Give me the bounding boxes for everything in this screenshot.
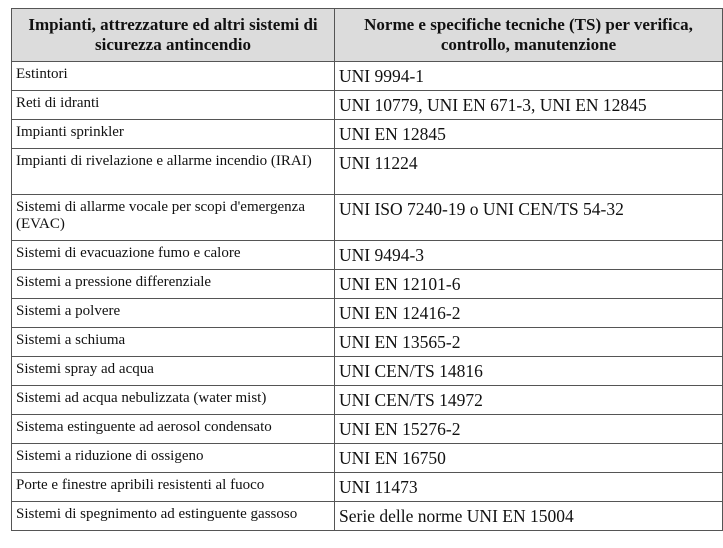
- header-systems: Impianti, attrezzature ed altri sistemi di sicurezza antincendio: [12, 9, 335, 62]
- standard-cell: UNI CEN/TS 14972: [335, 386, 723, 415]
- system-cell: Sistemi spray ad acqua: [12, 357, 335, 386]
- system-cell: Sistemi a polvere: [12, 299, 335, 328]
- table-row: [12, 149, 723, 195]
- header-standards: Norme e specifiche tecniche (TS) per verifica, controllo, manutenzione: [335, 9, 723, 62]
- table-row: [12, 328, 723, 357]
- table-header: [12, 9, 723, 62]
- standard-cell: UNI EN 15276-2: [335, 415, 723, 444]
- header-row: [12, 9, 723, 62]
- system-cell: Estintori: [12, 62, 335, 91]
- system-cell: Sistemi a schiuma: [12, 328, 335, 357]
- standard-cell: UNI EN 16750: [335, 444, 723, 473]
- standard-cell: UNI 11224: [335, 149, 723, 195]
- table-row: [12, 120, 723, 149]
- standard-cell: UNI 10779, UNI EN 671-3, UNI EN 12845: [335, 91, 723, 120]
- table-row: [12, 91, 723, 120]
- table-row: [12, 502, 723, 531]
- standard-cell: UNI EN 12845: [335, 120, 723, 149]
- table-body: [12, 62, 723, 531]
- table-row: [12, 62, 723, 91]
- table-row: [12, 386, 723, 415]
- system-cell: Porte e finestre apribili resistenti al fuoco: [12, 473, 335, 502]
- table-row: [12, 195, 723, 241]
- standard-cell: UNI EN 12416-2: [335, 299, 723, 328]
- system-cell: Sistemi di evacuazione fumo e calore: [12, 241, 335, 270]
- table-row: [12, 270, 723, 299]
- standard-cell: UNI EN 12101-6: [335, 270, 723, 299]
- standard-cell: UNI CEN/TS 14816: [335, 357, 723, 386]
- system-cell: Sistemi ad acqua nebulizzata (water mist): [12, 386, 335, 415]
- table-row: [12, 299, 723, 328]
- standard-cell: UNI ISO 7240-19 o UNI CEN/TS 54-32: [335, 195, 723, 241]
- table-row: [12, 444, 723, 473]
- system-cell: Sistemi di spegnimento ad estinguente gassoso: [12, 502, 335, 531]
- system-cell: Reti di idranti: [12, 91, 335, 120]
- table-row: [12, 415, 723, 444]
- system-cell: Impianti sprinkler: [12, 120, 335, 149]
- table-row: [12, 357, 723, 386]
- standard-cell: UNI EN 13565-2: [335, 328, 723, 357]
- system-cell: Sistemi a pressione differenziale: [12, 270, 335, 299]
- document-body: [11, 8, 723, 531]
- standard-cell: Serie delle norme UNI EN 15004: [335, 502, 723, 531]
- standard-cell: UNI 11473: [335, 473, 723, 502]
- system-cell: Sistemi di allarme vocale per scopi d'emergenza (EVAC): [12, 195, 335, 241]
- standard-cell: UNI 9994-1: [335, 62, 723, 91]
- standard-cell: UNI 9494-3: [335, 241, 723, 270]
- system-cell: Impianti di rivelazione e allarme incendio (IRAI): [12, 149, 335, 195]
- fire-safety-standards-table: [11, 8, 723, 531]
- table-row: [12, 241, 723, 270]
- system-cell: Sistemi a riduzione di ossigeno: [12, 444, 335, 473]
- system-cell: Sistema estinguente ad aerosol condensato: [12, 415, 335, 444]
- table-row: [12, 473, 723, 502]
